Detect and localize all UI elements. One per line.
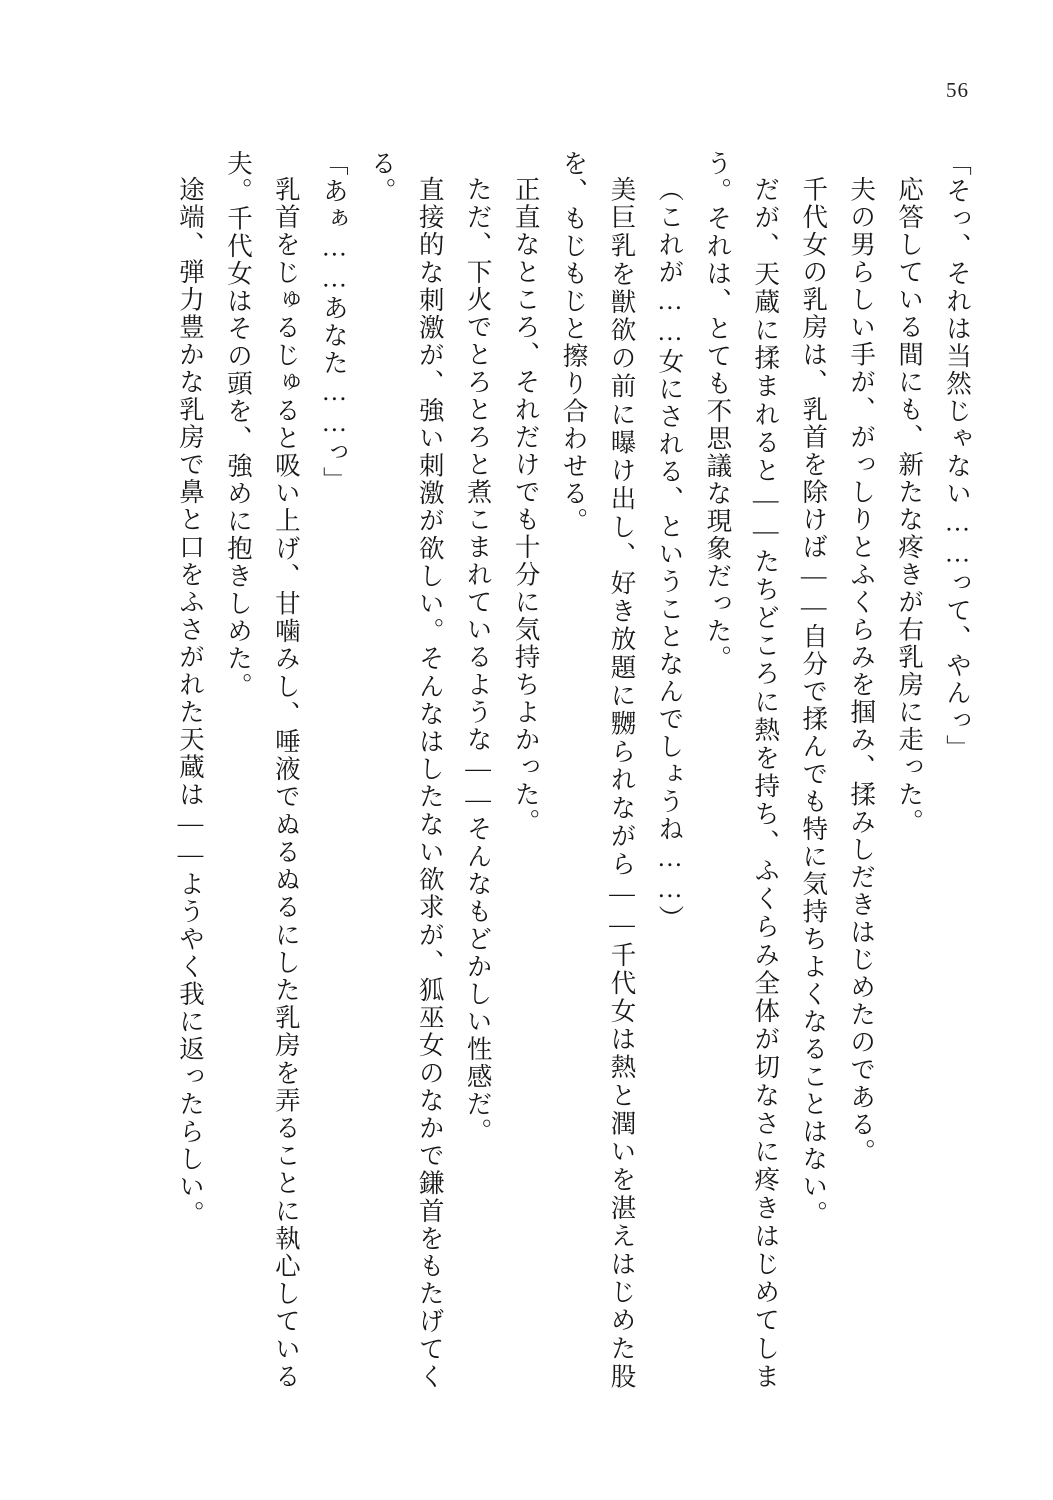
paragraph: （これが……女にされる、ということなんでしょうね……）	[655, 175, 685, 932]
paragraph: 乳首をじゅるじゅると吸い上げ、甘噛みし、唾液でぬるぬるにした乳房を弄ることに執心している夫。千代女はその頭を、強めに抱きしめた。	[223, 150, 301, 1390]
paragraph: 夫の男らしい手が、がっしりとふくらみを掴み、揉みしだきはじめたのである。	[847, 175, 877, 1166]
paragraph: 正直なところ、それだけでも十分に気持ちよかった。	[511, 175, 541, 836]
paragraph: 美巨乳を獣欲の前に曝け出し、好き放題に嬲られながら——千代女は熱と潤いを湛えはじめた股を、もじもじと擦り合わせる。	[559, 150, 637, 1390]
paragraph: ただ、下火でとろとろと煮こまれているような——そんなもどかしい性感だ。	[463, 175, 493, 1145]
paragraph: 「そっ、それは当然じゃない……って、やんっ」	[943, 150, 972, 762]
body-text	[110, 150, 981, 1390]
paragraph: 応答している間にも、新たな疼きが右乳房に走った。	[895, 175, 925, 836]
page-number: 56	[946, 78, 969, 102]
paragraph: 直接的な刺激が、強い刺激が欲しい。そんなはしたない欲求が、狐巫女のなかで鎌首をもたげてくる。	[367, 150, 445, 1390]
paragraph: だが、天蔵に揉まれると——たちどころに熱を持ち、ふくらみ全体が切なさに疼きはじめてしまう。それは、とても不思議な現象だった。	[703, 150, 781, 1390]
paragraph: 途端、弾力豊かな乳房で鼻と口をふさがれた天蔵は——ようやく我に返ったらしい。	[176, 175, 205, 1228]
paragraph: 千代女の乳房は、乳首を除けば——自分で揉んでも特に気持ちよくなることはない。	[799, 175, 829, 1228]
paragraph: 「あぁ……あなた……っ」	[319, 150, 349, 494]
